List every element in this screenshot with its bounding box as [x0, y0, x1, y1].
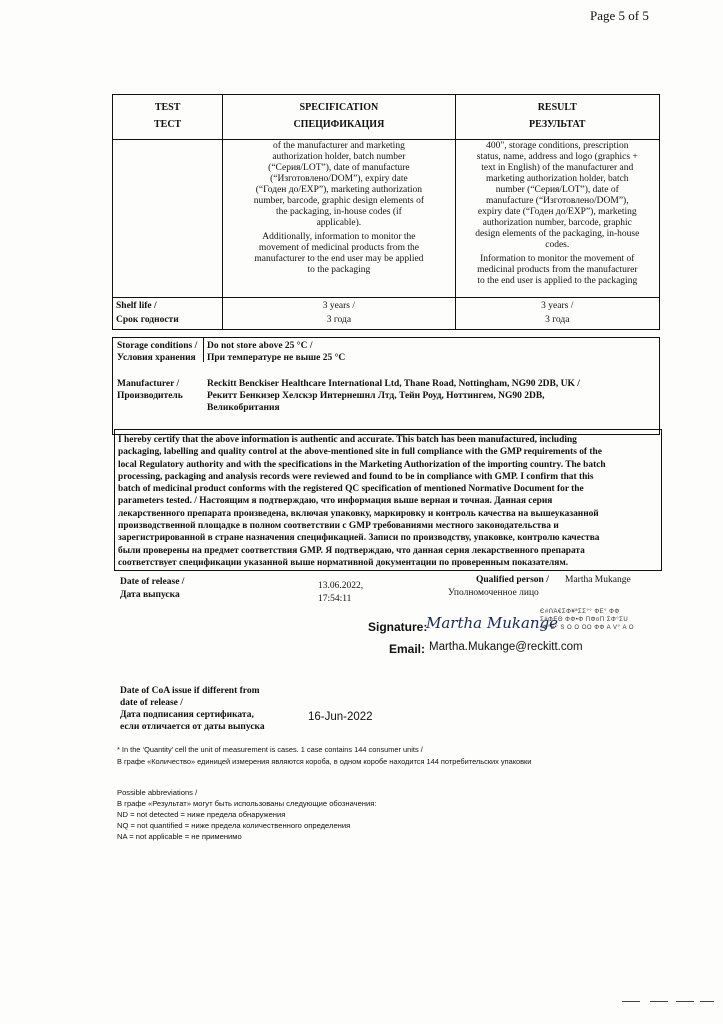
release-label-ru: Дата выпуска	[120, 590, 180, 600]
abbreviation-nq: NQ = not quantified = ниже предела количественного определения	[117, 821, 351, 830]
footer-dash	[622, 1001, 640, 1002]
divider	[203, 338, 204, 362]
email-label: Email:	[389, 642, 426, 656]
table-row-shelf-life	[113, 298, 660, 330]
packaging-result-cell: 400", storage conditions, prescription status, name, address and logo (graphics + text in English) of the manufacturer and marketing authorization holder, batch number (“Серия/LOT”), date of manufacture (“Изготовлено/DOM”), expiry date (“Годен до/EXP”), marketing authorization number, barcode, graphic design elements of the packaging, in-house codes. Information to monitor the movement of medicinal products from the manufacturer to the end user is applied to the packaging	[455, 140, 659, 298]
release-label-en: Date of release /	[120, 577, 185, 587]
signature-label: Signature:	[368, 620, 428, 634]
storage-value-en: Do not store above 25 °C /	[207, 341, 313, 351]
qualified-person-label-ru: Уполномоченное лицо	[448, 588, 539, 598]
header-result: RESULT РЕЗУЛЬТАТ	[455, 95, 659, 140]
specification-table	[112, 94, 660, 330]
qualified-person-label: Qualified person /	[476, 575, 549, 585]
digital-signature-stamp: Є#ՈΆ€ΣΦ¥ªΣΣ°° ΦΕ° ΦΦ Σ#ΦΕΘ ΦΦ•Φ ΠΦ¤Π ΣΦ°ΣU •Φ°Ε° S Ο Ο ΟΟ ΦΦ Α V° Α Ο	[540, 609, 635, 631]
release-time: 17:54:11	[318, 594, 352, 604]
header-test: TEST ТЕСТ	[113, 95, 223, 140]
shelf-life-result: 3 years / 3 года	[455, 298, 659, 330]
shelf-life-spec: 3 years / 3 года	[223, 298, 455, 330]
certification-statement: I hereby certify that the above information is authentic and accurate. This batch has been manufactured, including packaging, labelling and quality control at the above-mentioned site in full compliance with the GMP requirements of the local Regulatory authority and with the specifications in the Marketing Authorization of the importing country. The batch processing, packaging and analysis records were reviewed and found to be in compliance with GMP. I confirm that this batch of medicinal product conforms with the registered QC specification of mentioned Normative Document for the parameters tested. / Настоящим я подтверждаю, что информация выше верная и точная. Данная серия лекарственного препарата произведена, включая упаковку, маркировку и контроль качества на вышеуказанной производственной площадке в полном соответствии с GMP требованиями местного законодательства и зарегистрированной в стране назначения спецификацией. Записи по производству, упаковке, контролю качества были проверены на предмет соответствия GMP. Я подтверждаю, что данная серия лекарственного препарата соответствует спецификации указанной выше нормативной документации по проверенным показателям.	[114, 429, 662, 571]
quantity-note-ru: В графе «Количество» единицей измерения являются короба, в одном коробе находится 144 потребительских упаковки	[117, 757, 532, 766]
email-value: Martha.Mukange@reckitt.com	[429, 641, 583, 653]
abbreviation-nd: ND = not detected = ниже предела обнаружения	[117, 810, 286, 819]
release-date: 13.06.2022,	[318, 581, 364, 591]
storage-value-ru: При температуре не выше 25 °С	[207, 353, 346, 363]
abbreviations-intro-ru: В графе «Результат» могут быть использованы следующие обозначения:	[117, 799, 377, 808]
coa-label-line1: Date of CoA issue if different from	[120, 686, 260, 696]
manufacturer-value-line3: Великобритания	[207, 403, 280, 413]
qualified-person-name: Martha Mukange	[565, 575, 631, 585]
manufacturer-label-en: Manufacturer /	[117, 379, 180, 389]
coa-label-line4: если отличается от даты выпуска	[120, 722, 265, 732]
shelf-life-label: Shelf life / Срок годности	[113, 298, 223, 330]
table-row-packaging	[113, 140, 660, 298]
table-header-row	[113, 95, 660, 140]
packaging-test-cell	[113, 140, 223, 298]
storage-label-en: Storage conditions /	[117, 341, 198, 351]
storage-manufacturer-box	[112, 337, 660, 435]
coa-issue-date: 16-Jun-2022	[308, 711, 373, 723]
header-specification: SPECIFICATION СПЕЦИФИКАЦИЯ	[223, 95, 455, 140]
abbreviation-na: NA = not applicable = не применимо	[117, 832, 242, 841]
manufacturer-label-ru: Производитель	[117, 391, 183, 401]
coa-label-line2: date of release /	[120, 698, 183, 708]
manufacturer-value-line2: Рекитт Бенкизер Хелскэр Интернешнл Лтд, Тейн Роуд, Ноттингем, NG90 2DB,	[207, 391, 545, 401]
page-number: Page 5 of 5	[590, 8, 649, 23]
footer-dash	[700, 1001, 714, 1002]
manufacturer-value-line1: Reckitt Benckiser Healthcare International Ltd, Thane Road, Nottingham, NG90 2DB, UK /	[207, 379, 580, 389]
signature-image: Martha Mukange	[426, 614, 559, 632]
quantity-note-en: * In the ‘Quantity’ cell the unit of measurement is cases. 1 case contains 144 consumer units /	[117, 745, 423, 754]
coa-label-line3: Дата подписания сертификата,	[120, 710, 254, 720]
footer-dash	[676, 1001, 694, 1002]
footer-dash	[650, 1001, 668, 1002]
abbreviations-title: Possible abbreviations /	[117, 788, 198, 797]
storage-label-ru: Условия хранения	[117, 353, 196, 363]
packaging-spec-cell: of the manufacturer and marketing authorization holder, batch number (“Серия/LOT”), date of manufacture (“Изготовлено/DOM”), expiry date (“Годен до/EXP”), marketing authorization number, barcode, graphic design elements of the packaging, in-house codes (if applicable). Additionally, information to monitor the movement of medicinal products from the manufacturer to the end user may be applied to the packaging	[223, 140, 455, 298]
